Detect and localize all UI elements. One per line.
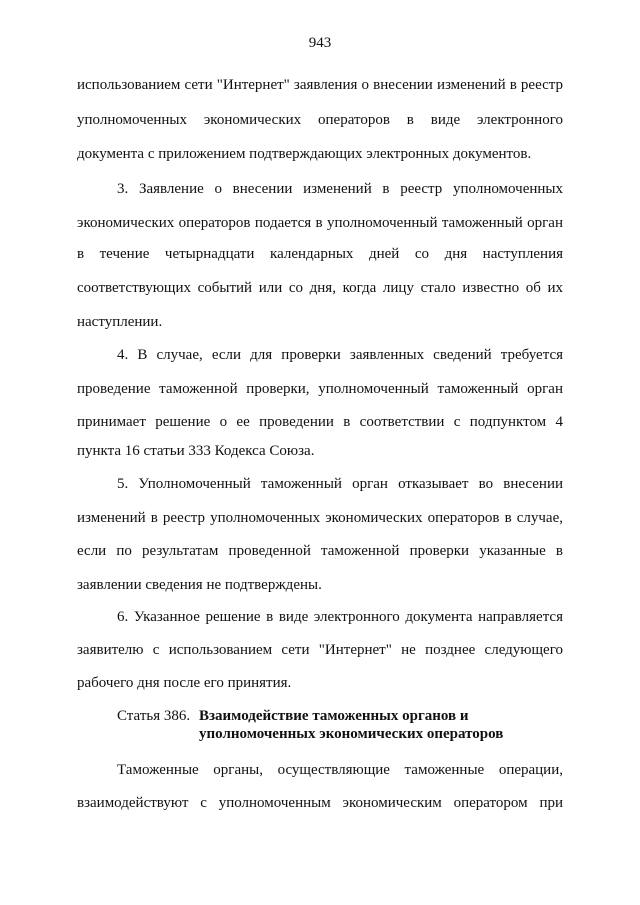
text-line: документа с приложением подтверждающих электронных документов. [77,146,532,162]
page-number: 943 [308,35,332,51]
text-line: экономических операторов подается в уполномоченный таможенный орган [77,215,563,231]
text-line: если по результатам проведенной таможенной проверки указанные в [77,543,563,559]
text-line: уполномоченных экономических операторов в виде электронного [77,112,563,128]
text-line: пункта 16 статьи 333 Кодекса Союза. [77,443,315,459]
text-line: проведение таможенной проверки, уполномоченный таможенный орган [77,381,563,397]
text-line: соответствующих событий или со дня, когда лицу стало известно об их [77,280,563,296]
text-line: 5. Уполномоченный таможенный орган отказывает во внесении [117,476,563,492]
text-line: изменений в реестр уполномоченных экономических операторов в случае, [77,510,563,526]
text-line: использованием сети "Интернет" заявления о внесении изменений в реестр [77,77,563,93]
text-line: принимает решение о ее проведении в соответствии с подпунктом 4 [77,414,563,430]
text-line: наступлении. [77,314,163,330]
text-line: 4. В случае, если для проверки заявленных сведений требуется [117,347,563,363]
text-line: заявителю с использованием сети "Интернет" не позднее следующего [77,642,563,658]
text-line: взаимодействуют с уполномоченным экономическим оператором при [77,795,563,811]
text-line: рабочего дня после его принятия. [77,675,292,691]
article-title [199,707,503,743]
text-line: 3. Заявление о внесении изменений в реестр уполномоченных [117,181,563,197]
text-line: Таможенные органы, осуществляющие таможенные операции, [117,762,563,778]
text-line: заявлении сведения не подтверждены. [77,577,322,593]
article-title-line: Взаимодействие таможенных органов и [199,708,469,724]
article-number: Статья 386. [117,708,191,724]
text-line: 6. Указанное решение в виде электронного документа направляется [117,609,563,625]
text-line: в течение четырнадцати календарных дней со дня наступления [77,246,563,262]
article-heading [117,707,503,743]
article-title-line: уполномоченных экономических операторов [199,726,504,742]
